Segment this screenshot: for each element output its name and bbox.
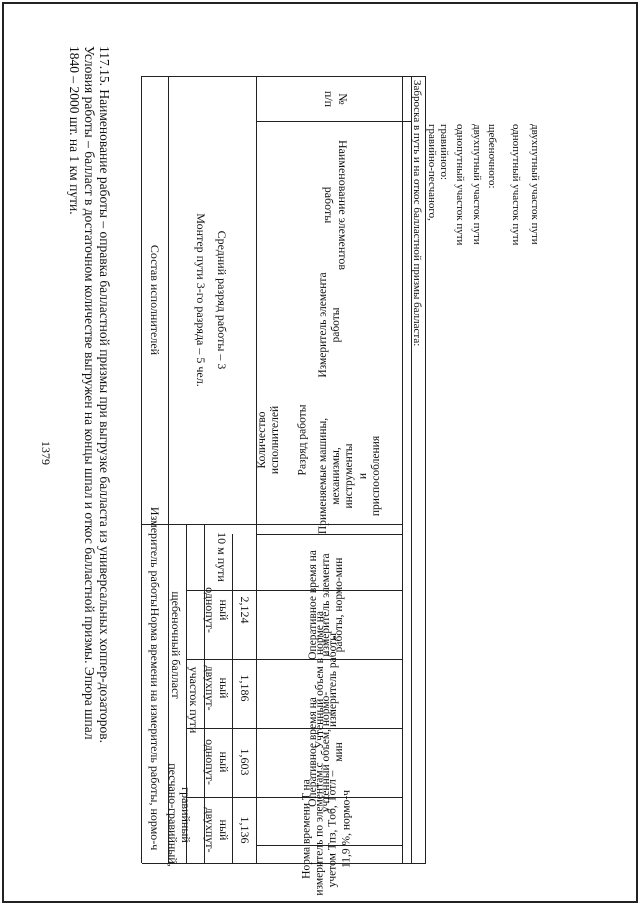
norm-value-2: 1,186 [238, 674, 252, 702]
double-track-2: двухпут- [203, 807, 217, 853]
measure-value: 10 м пути [215, 532, 229, 582]
col-no-label-2: п/п [322, 90, 336, 108]
section-crushed-line: щебеночного: [486, 124, 498, 189]
heading-line-2: Условия работы – балласт в достаточном количестве выгружен на концы шпал и откос балластной призмы. Эпюра шпал [82, 46, 97, 740]
col-tools [317, 416, 383, 536]
heading-line-1: 117.15. Наименование работы – оправка балластной призмы при выгрузке балласта из универсальных хоппер-дозаторов. [97, 46, 112, 743]
col-elements-label-2: работы [322, 186, 336, 224]
norm-value-3: 1,603 [238, 748, 252, 776]
double-track-1b: ный [217, 677, 231, 699]
col-norm-t-4: 11,9 %, нормо-ч [340, 789, 353, 869]
crew-line-1: Монтер пути 3-го разряда – 5 чел. [194, 213, 208, 387]
col-qty-label: Количество исполнителей [255, 405, 281, 475]
col-elements-label: Наименование элементов [335, 139, 350, 271]
col-grade [296, 400, 309, 480]
col-no-label: № [335, 93, 350, 105]
single-track-2: однопут- [203, 739, 217, 785]
crushed-ballast: щебеночный балласт [169, 591, 183, 699]
section-title: Заброска в путь и на откос балластной призмы балласта: [411, 80, 423, 347]
col-no [321, 79, 349, 119]
crew-title: Состав исполнителей [148, 244, 162, 356]
col-op-total-2: учтенный объем, нормо- [320, 691, 333, 813]
col-op-total-3: мин [333, 742, 346, 762]
col-tools-2: механизмы, инструменты [330, 443, 356, 509]
crew-line-2: Средний разряд работы – 3 [215, 230, 229, 370]
row-3-name: однопутный участок пути [510, 124, 522, 246]
col-op-total-1: Оперативное время на [307, 697, 320, 807]
sand-gravel-line-2: гравийный [179, 787, 193, 843]
double-track-2b: ный [217, 819, 231, 841]
page-number: 1379 [39, 441, 53, 465]
norm-value-1: 2,124 [238, 596, 252, 624]
col-element-measure [317, 255, 343, 395]
col-grade-label: Разряд работы [296, 404, 309, 476]
track-section: участок пути [187, 666, 201, 734]
col-qty [256, 400, 282, 480]
col-element-measure-1: Измеритель элемента [316, 272, 329, 378]
col-op-time-1: Оперативное время на [307, 550, 320, 660]
row-2-name: двухпутный участок пути [471, 124, 483, 245]
row-4-name: двухпутный участок пути [529, 124, 541, 245]
col-norm-t-3: учетом Tпз, Tоб, Tотл – [327, 770, 339, 888]
sand-gravel-line-1: песчано-гравийный, [166, 763, 180, 867]
section-sand-line-2: гравийного: [438, 124, 450, 181]
norm-value-4: 1,136 [238, 816, 252, 844]
single-track-1: однопут- [203, 587, 217, 633]
double-track-1: двухпут- [203, 665, 217, 711]
row-1-name: однопутный участок пути [454, 124, 466, 246]
col-volume-2: измеритель работы [327, 633, 339, 727]
col-tools-1: Применяемые машины, [316, 417, 329, 535]
section-sand-line-1: гравийно-песчаного, [426, 124, 438, 221]
measure-title: Измеритель работы [148, 506, 162, 608]
col-norm-t-2: измеритель по элементам с [313, 762, 326, 896]
single-track-1b: ный [217, 599, 231, 621]
col-tools-4: приспособления [369, 435, 382, 517]
col-element-measure-2: работы [330, 307, 342, 343]
col-norm-t-1: Норма времени T на [300, 779, 313, 879]
col-volume-1: Учтенный объем в норме на [313, 611, 326, 749]
col-tools-3: и [356, 472, 369, 480]
col-op-time-2: измеритель элемента [320, 553, 333, 657]
col-norm-t [301, 749, 354, 909]
heading-line-3: 1840 – 2000 шт. на 1 км пути. [67, 46, 82, 215]
norm-title: Норма времени на измеритель работы, нормо-ч [148, 607, 162, 851]
single-track-2b: ный [217, 751, 231, 773]
col-op-time-3: работы, нормо-мин [333, 557, 346, 653]
